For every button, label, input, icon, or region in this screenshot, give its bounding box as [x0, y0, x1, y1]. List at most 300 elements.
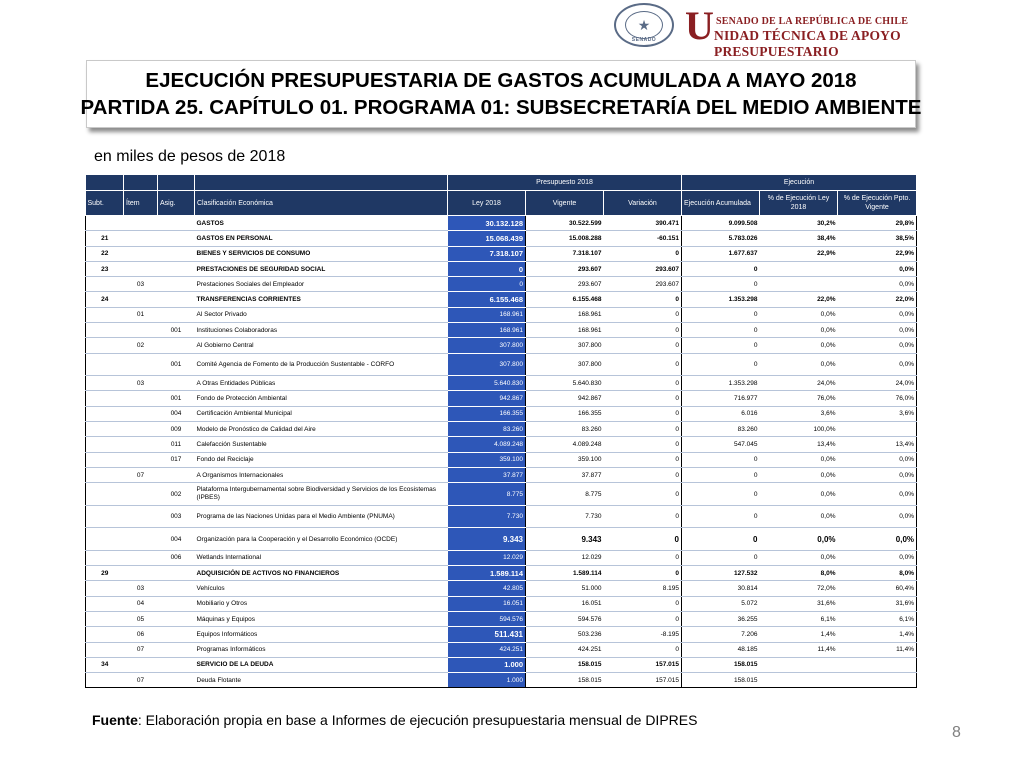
cell-ejecucion-acumulada: 5.783.026	[682, 231, 760, 246]
cell-subtitle-code: 22	[86, 246, 124, 261]
table-row	[86, 292, 917, 307]
cell-vigente: 8.775	[526, 483, 604, 506]
cell-assignment-code: 011	[158, 437, 195, 452]
cell-pct-ley: 0,0%	[760, 353, 838, 376]
cell-subtitle-code	[86, 422, 124, 437]
header-blank	[195, 175, 448, 191]
cell-subtitle-code	[86, 505, 124, 528]
cell-classification: Certificación Ambiental Municipal	[195, 406, 448, 421]
cell-ejecucion-acumulada: 30.814	[682, 581, 760, 596]
cell-item-code	[124, 246, 158, 261]
cell-pct-vigente: 8,0%	[838, 566, 917, 581]
cell-item-code: 07	[124, 642, 158, 657]
cell-item-code	[124, 657, 158, 672]
cell-pct-ley: 0,0%	[760, 452, 838, 467]
cell-ley-2018: 83.260	[448, 422, 526, 437]
cell-assignment-code	[158, 657, 195, 672]
cell-ejecucion-acumulada: 1.353.298	[682, 292, 760, 307]
cell-assignment-code	[158, 292, 195, 307]
cell-item-code: 03	[124, 376, 158, 391]
cell-pct-vigente: 0,0%	[838, 505, 917, 528]
cell-pct-vigente: 11,4%	[838, 642, 917, 657]
column-header: % de Ejecución Ppto. Vigente	[838, 191, 917, 216]
cell-ejecucion-acumulada: 5.072	[682, 596, 760, 611]
cell-subtitle-code: 29	[86, 566, 124, 581]
table-row	[86, 338, 917, 353]
cell-ley-2018: 4.089.248	[448, 437, 526, 452]
cell-assignment-code	[158, 338, 195, 353]
cell-vigente: 594.576	[526, 611, 604, 626]
cell-ley-2018: 8.775	[448, 483, 526, 506]
column-header: Variación	[604, 191, 682, 216]
cell-variacion: 0	[604, 596, 682, 611]
cell-item-code	[124, 353, 158, 376]
cell-assignment-code: 017	[158, 452, 195, 467]
cell-classification: Organización para la Cooperación y el Desarrollo Económico (OCDE)	[195, 528, 448, 551]
cell-classification: TRANSFERENCIAS CORRIENTES	[195, 292, 448, 307]
source-note	[92, 712, 697, 728]
cell-subtitle-code	[86, 391, 124, 406]
column-header: Ítem	[124, 191, 158, 216]
header-blank	[86, 175, 124, 191]
cell-subtitle-code	[86, 406, 124, 421]
cell-ley-2018: 0	[448, 261, 526, 276]
cell-ejecucion-acumulada: 48.185	[682, 642, 760, 657]
logo-senate-name: SENADO DE LA REPÚBLICA DE CHILE	[716, 16, 909, 27]
cell-pct-vigente: 0,0%	[838, 483, 917, 506]
table-row	[86, 581, 917, 596]
cell-variacion: 0	[604, 437, 682, 452]
cell-classification: Calefacción Sustentable	[195, 437, 448, 452]
cell-variacion: 0	[604, 353, 682, 376]
cell-subtitle-code	[86, 353, 124, 376]
cell-classification: Comité Agencia de Fomento de la Producción Sustentable - CORFO	[195, 353, 448, 376]
cell-subtitle-code: 24	[86, 292, 124, 307]
cell-ley-2018: 42.805	[448, 581, 526, 596]
table-row	[86, 422, 917, 437]
cell-classification: A Organismos Internacionales	[195, 467, 448, 482]
column-header: % de Ejecución Ley 2018	[760, 191, 838, 216]
cell-vigente: 424.251	[526, 642, 604, 657]
table-row	[86, 246, 917, 261]
cell-pct-vigente: 29,8%	[838, 216, 917, 231]
cell-classification: ADQUISICIÓN DE ACTIVOS NO FINANCIEROS	[195, 566, 448, 581]
cell-ejecucion-acumulada: 1.677.637	[682, 246, 760, 261]
table-row	[86, 452, 917, 467]
cell-classification: SERVICIO DE LA DEUDA	[195, 657, 448, 672]
cell-pct-vigente: 6,1%	[838, 611, 917, 626]
cell-ejecucion-acumulada: 0	[682, 307, 760, 322]
cell-pct-vigente: 22,0%	[838, 292, 917, 307]
cell-pct-ley: 0,0%	[760, 528, 838, 551]
cell-variacion: 0	[604, 550, 682, 565]
table-row	[86, 566, 917, 581]
cell-classification: Programas Informáticos	[195, 642, 448, 657]
cell-ley-2018: 511.431	[448, 627, 526, 642]
column-header: Vigente	[526, 191, 604, 216]
cell-ejecucion-acumulada: 36.255	[682, 611, 760, 626]
table-row	[86, 231, 917, 246]
cell-pct-ley	[760, 261, 838, 276]
cell-pct-vigente: 31,6%	[838, 596, 917, 611]
cell-pct-vigente: 0,0%	[838, 277, 917, 292]
cell-item-code	[124, 422, 158, 437]
cell-vigente: 158.015	[526, 657, 604, 672]
cell-pct-ley: 6,1%	[760, 611, 838, 626]
cell-variacion: 0	[604, 505, 682, 528]
table-row	[86, 642, 917, 657]
cell-assignment-code	[158, 596, 195, 611]
cell-variacion: 0	[604, 338, 682, 353]
cell-pct-ley: 0,0%	[760, 505, 838, 528]
cell-ejecucion-acumulada: 0	[682, 452, 760, 467]
cell-classification: GASTOS	[195, 216, 448, 231]
cell-assignment-code	[158, 611, 195, 626]
cell-variacion: -60.151	[604, 231, 682, 246]
cell-vigente: 9.343	[526, 528, 604, 551]
cell-assignment-code: 004	[158, 528, 195, 551]
cell-variacion: 390.471	[604, 216, 682, 231]
cell-ley-2018: 1.589.114	[448, 566, 526, 581]
cell-ejecucion-acumulada: 0	[682, 528, 760, 551]
cell-ley-2018: 424.251	[448, 642, 526, 657]
cell-assignment-code: 001	[158, 353, 195, 376]
cell-item-code	[124, 406, 158, 421]
table-row	[86, 657, 917, 672]
cell-vigente: 7.730	[526, 505, 604, 528]
cell-pct-vigente: 60,4%	[838, 581, 917, 596]
cell-assignment-code	[158, 277, 195, 292]
cell-variacion: 8.195	[604, 581, 682, 596]
cell-vigente: 168.961	[526, 307, 604, 322]
cell-assignment-code	[158, 307, 195, 322]
cell-ley-2018: 5.640.830	[448, 376, 526, 391]
cell-classification: A Otras Entidades Públicas	[195, 376, 448, 391]
cell-classification: Al Sector Privado	[195, 307, 448, 322]
cell-subtitle-code	[86, 216, 124, 231]
cell-pct-vigente: 1,4%	[838, 627, 917, 642]
table-row	[86, 596, 917, 611]
cell-pct-vigente: 3,6%	[838, 406, 917, 421]
cell-ejecucion-acumulada: 0	[682, 467, 760, 482]
cell-classification: Plataforma Intergubernamental sobre Biodiversidad y Servicios de los Ecosistemas (IPBES)	[195, 483, 448, 506]
cell-pct-vigente: 0,0%	[838, 550, 917, 565]
cell-ley-2018: 942.867	[448, 391, 526, 406]
cell-assignment-code	[158, 581, 195, 596]
cell-item-code	[124, 528, 158, 551]
cell-pct-vigente: 24,0%	[838, 376, 917, 391]
cell-ley-2018: 6.155.468	[448, 292, 526, 307]
cell-vigente: 83.260	[526, 422, 604, 437]
cell-ejecucion-acumulada: 9.099.508	[682, 216, 760, 231]
cell-pct-ley: 0,0%	[760, 483, 838, 506]
cell-pct-vigente: 38,5%	[838, 231, 917, 246]
cell-subtitle-code	[86, 550, 124, 565]
cell-item-code: 04	[124, 596, 158, 611]
cell-vigente: 158.015	[526, 673, 604, 688]
cell-ejecucion-acumulada: 0	[682, 550, 760, 565]
cell-vigente: 6.155.468	[526, 292, 604, 307]
cell-pct-ley	[760, 277, 838, 292]
cell-vigente: 942.867	[526, 391, 604, 406]
cell-pct-ley: 0,0%	[760, 323, 838, 338]
table-row	[86, 528, 917, 551]
cell-pct-ley: 11,4%	[760, 642, 838, 657]
cell-item-code: 05	[124, 611, 158, 626]
cell-variacion: 0	[604, 452, 682, 467]
cell-assignment-code	[158, 467, 195, 482]
cell-item-code	[124, 391, 158, 406]
cell-item-code	[124, 261, 158, 276]
cell-vigente: 37.877	[526, 467, 604, 482]
cell-pct-ley: 1,4%	[760, 627, 838, 642]
cell-assignment-code: 006	[158, 550, 195, 565]
cell-variacion: 0	[604, 483, 682, 506]
cell-classification: Mobiliario y Otros	[195, 596, 448, 611]
cell-assignment-code	[158, 246, 195, 261]
cell-subtitle-code	[86, 673, 124, 688]
cell-subtitle-code: 21	[86, 231, 124, 246]
cell-variacion: 157.015	[604, 657, 682, 672]
cell-vigente: 307.800	[526, 353, 604, 376]
cell-pct-ley	[760, 657, 838, 672]
cell-assignment-code	[158, 261, 195, 276]
cell-classification: Modelo de Pronóstico de Calidad del Aire	[195, 422, 448, 437]
cell-classification: Fondo de Protección Ambiental	[195, 391, 448, 406]
cell-ley-2018: 168.961	[448, 307, 526, 322]
cell-ley-2018: 594.576	[448, 611, 526, 626]
cell-pct-vigente: 0,0%	[838, 452, 917, 467]
cell-item-code: 06	[124, 627, 158, 642]
cell-variacion: 157.015	[604, 673, 682, 688]
cell-classification: Instituciones Colaboradoras	[195, 323, 448, 338]
cell-vigente: 51.000	[526, 581, 604, 596]
slide-title-box	[80, 60, 922, 128]
units-subtitle: en miles de pesos de 2018	[94, 148, 286, 165]
cell-item-code: 03	[124, 277, 158, 292]
cell-ejecucion-acumulada: 6.016	[682, 406, 760, 421]
cell-item-code	[124, 323, 158, 338]
cell-assignment-code: 009	[158, 422, 195, 437]
cell-vigente: 293.607	[526, 261, 604, 276]
cell-pct-ley: 3,6%	[760, 406, 838, 421]
cell-ejecucion-acumulada: 0	[682, 323, 760, 338]
cell-ley-2018: 16.051	[448, 596, 526, 611]
column-header: Asig.	[158, 191, 195, 216]
cell-pct-vigente	[838, 673, 917, 688]
table-row	[86, 467, 917, 482]
cell-vigente: 15.008.288	[526, 231, 604, 246]
table-row	[86, 611, 917, 626]
cell-vigente: 4.089.248	[526, 437, 604, 452]
cell-vigente: 16.051	[526, 596, 604, 611]
cell-vigente: 359.100	[526, 452, 604, 467]
cell-ejecucion-acumulada: 0	[682, 505, 760, 528]
table-row	[86, 307, 917, 322]
cell-variacion: 0	[604, 246, 682, 261]
cell-item-code: 03	[124, 581, 158, 596]
cell-item-code: 07	[124, 467, 158, 482]
senate-seal-logo	[614, 3, 674, 47]
cell-classification: Wetlands International	[195, 550, 448, 565]
cell-classification: Deuda Flotante	[195, 673, 448, 688]
cell-variacion: 293.607	[604, 277, 682, 292]
logo-unit-name: NIDAD TÉCNICA DE APOYO PRESUPUESTARIO	[714, 28, 901, 59]
cell-variacion: 0	[604, 307, 682, 322]
cell-subtitle-code: 34	[86, 657, 124, 672]
cell-subtitle-code	[86, 627, 124, 642]
cell-item-code	[124, 216, 158, 231]
cell-ley-2018: 37.877	[448, 467, 526, 482]
cell-pct-ley: 0,0%	[760, 307, 838, 322]
cell-pct-ley: 0,0%	[760, 550, 838, 565]
cell-assignment-code: 001	[158, 391, 195, 406]
cell-variacion: 0	[604, 406, 682, 421]
cell-item-code	[124, 452, 158, 467]
page-number: 8	[952, 724, 961, 741]
cell-subtitle-code	[86, 452, 124, 467]
table-row	[86, 406, 917, 421]
cell-ley-2018: 307.800	[448, 338, 526, 353]
cell-pct-ley: 22,0%	[760, 292, 838, 307]
cell-pct-ley: 76,0%	[760, 391, 838, 406]
cell-subtitle-code	[86, 376, 124, 391]
cell-variacion: 0	[604, 323, 682, 338]
cell-item-code: 01	[124, 307, 158, 322]
cell-assignment-code	[158, 216, 195, 231]
cell-item-code: 02	[124, 338, 158, 353]
cell-vigente: 12.029	[526, 550, 604, 565]
cell-pct-vigente: 0,0%	[838, 323, 917, 338]
cell-pct-ley: 0,0%	[760, 467, 838, 482]
cell-assignment-code	[158, 566, 195, 581]
cell-pct-ley: 38,4%	[760, 231, 838, 246]
cell-ejecucion-acumulada: 0	[682, 277, 760, 292]
cell-vigente: 293.607	[526, 277, 604, 292]
cell-item-code	[124, 437, 158, 452]
cell-ley-2018: 168.961	[448, 323, 526, 338]
cell-pct-ley: 100,0%	[760, 422, 838, 437]
group-header-presupuesto: Presupuesto 2018	[448, 175, 682, 191]
cell-subtitle-code	[86, 581, 124, 596]
seal-text: SENADO	[631, 37, 657, 43]
table-row	[86, 437, 917, 452]
cell-ejecucion-acumulada: 0	[682, 483, 760, 506]
cell-pct-vigente	[838, 422, 917, 437]
table-row	[86, 391, 917, 406]
cell-classification: Programa de las Naciones Unidas para el Medio Ambiente (PNUMA)	[195, 505, 448, 528]
cell-vigente: 7.318.107	[526, 246, 604, 261]
cell-item-code	[124, 483, 158, 506]
cell-subtitle-code	[86, 338, 124, 353]
cell-pct-ley: 72,0%	[760, 581, 838, 596]
cell-pct-ley: 8,0%	[760, 566, 838, 581]
column-header: Ejecución Acumulada	[682, 191, 760, 216]
cell-assignment-code: 004	[158, 406, 195, 421]
cell-ley-2018: 7.730	[448, 505, 526, 528]
cell-pct-vigente: 22,9%	[838, 246, 917, 261]
logo-letter: U	[685, 3, 714, 48]
cell-pct-vigente: 0,0%	[838, 528, 917, 551]
cell-ley-2018: 7.318.107	[448, 246, 526, 261]
cell-pct-vigente: 76,0%	[838, 391, 917, 406]
cell-ley-2018: 1.000	[448, 657, 526, 672]
cell-item-code	[124, 231, 158, 246]
cell-pct-vigente: 0,0%	[838, 353, 917, 376]
cell-ejecucion-acumulada: 0	[682, 338, 760, 353]
cell-pct-vigente: 13,4%	[838, 437, 917, 452]
cell-vigente: 1.589.114	[526, 566, 604, 581]
cell-pct-ley	[760, 673, 838, 688]
cell-subtitle-code	[86, 528, 124, 551]
cell-variacion: 0	[604, 611, 682, 626]
source-label: Fuente	[92, 712, 138, 728]
header-blank	[158, 175, 195, 191]
budget-execution-table	[85, 175, 917, 688]
cell-vigente: 503.236	[526, 627, 604, 642]
cell-classification: GASTOS EN PERSONAL	[195, 231, 448, 246]
cell-subtitle-code	[86, 467, 124, 482]
column-header: Clasificación Económica	[195, 191, 448, 216]
cell-subtitle-code	[86, 437, 124, 452]
cell-subtitle-code	[86, 277, 124, 292]
cell-item-code	[124, 292, 158, 307]
cell-pct-vigente: 0,0%	[838, 467, 917, 482]
cell-classification: Prestaciones Sociales del Empleador	[195, 277, 448, 292]
cell-item-code	[124, 505, 158, 528]
table-row	[86, 353, 917, 376]
cell-item-code	[124, 550, 158, 565]
cell-ejecucion-acumulada: 127.532	[682, 566, 760, 581]
header-blank	[124, 175, 158, 191]
cell-variacion: -8.195	[604, 627, 682, 642]
cell-subtitle-code	[86, 642, 124, 657]
cell-ejecucion-acumulada: 0	[682, 353, 760, 376]
cell-pct-vigente: 0,0%	[838, 307, 917, 322]
slide-title-line1: EJECUCIÓN PRESUPUESTARIA DE GASTOS ACUMULADA A MAYO 2018	[145, 69, 857, 92]
cell-ejecucion-acumulada: 158.015	[682, 657, 760, 672]
cell-ley-2018: 15.068.439	[448, 231, 526, 246]
cell-subtitle-code	[86, 323, 124, 338]
cell-pct-vigente: 0,0%	[838, 338, 917, 353]
cell-classification: Fondo del Reciclaje	[195, 452, 448, 467]
table-row	[86, 376, 917, 391]
cell-vigente: 307.800	[526, 338, 604, 353]
cell-pct-ley: 22,9%	[760, 246, 838, 261]
cell-ley-2018: 30.132.128	[448, 216, 526, 231]
star-icon: ★	[625, 11, 663, 39]
cell-variacion: 0	[604, 376, 682, 391]
cell-variacion: 0	[604, 642, 682, 657]
cell-pct-vigente	[838, 657, 917, 672]
column-header: Subt.	[86, 191, 124, 216]
cell-classification: Máquinas y Equipos	[195, 611, 448, 626]
cell-variacion: 0	[604, 467, 682, 482]
table-row	[86, 505, 917, 528]
cell-pct-ley: 31,6%	[760, 596, 838, 611]
cell-pct-vigente: 0,0%	[838, 261, 917, 276]
cell-pct-ley: 24,0%	[760, 376, 838, 391]
cell-variacion: 0	[604, 422, 682, 437]
cell-vigente: 168.961	[526, 323, 604, 338]
table-row	[86, 261, 917, 276]
cell-vigente: 166.355	[526, 406, 604, 421]
cell-ley-2018: 0	[448, 277, 526, 292]
table-row	[86, 216, 917, 231]
cell-variacion: 0	[604, 528, 682, 551]
cell-classification: PRESTACIONES DE SEGURIDAD SOCIAL	[195, 261, 448, 276]
cell-vigente: 30.522.599	[526, 216, 604, 231]
